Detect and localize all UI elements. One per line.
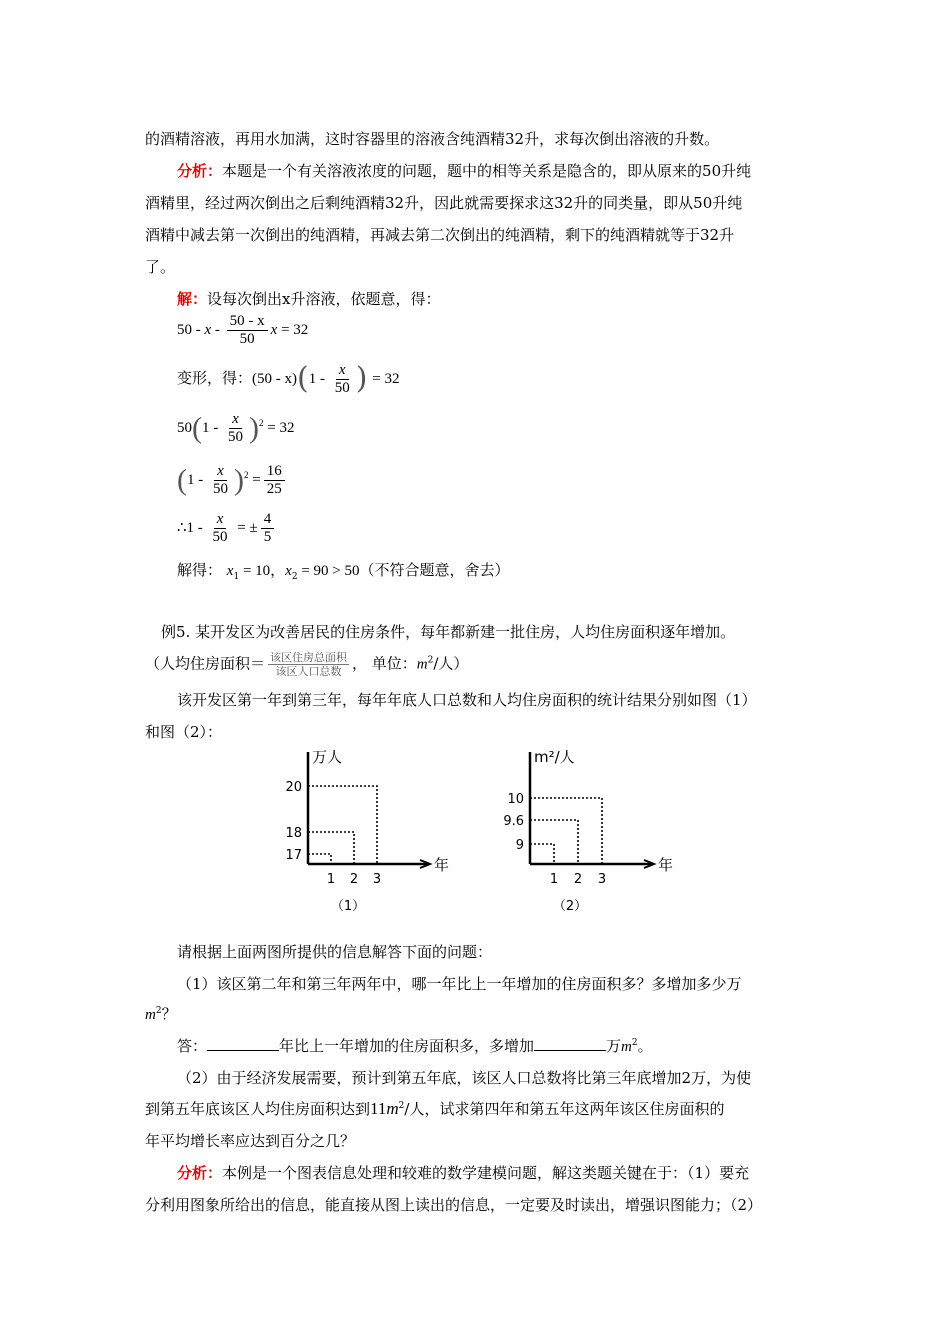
- result-line: [177, 560, 510, 581]
- q2-target-value: 11: [370, 1099, 387, 1118]
- q2-unit-m: m: [386, 1099, 399, 1118]
- eq3-term: 50: [177, 420, 192, 436]
- eq1-var-2: x: [270, 322, 278, 338]
- chart-2-y-label: m²/人: [534, 748, 575, 766]
- chart-1-y-label: 万人: [312, 748, 343, 766]
- chart-2-x-tick-label: 2: [573, 872, 583, 887]
- answer-blank-amount[interactable]: [534, 1036, 606, 1051]
- eq3-rparen: ): [249, 411, 259, 445]
- equation-4: [177, 462, 288, 498]
- chart-2-y-tick-label: 9.6: [503, 814, 524, 829]
- eq2-numerator: x: [336, 362, 349, 380]
- chart-1-title: （1）: [330, 899, 366, 914]
- chart-1-x-label: 年: [434, 856, 450, 874]
- eq5-denominator: 50: [212, 529, 228, 546]
- eq1-minus: -: [211, 322, 224, 338]
- eq2-lparen: (: [297, 361, 309, 396]
- eq1-fraction: [227, 313, 268, 348]
- chart-1-bar: [308, 854, 331, 864]
- chart-2-y-tick-label: 9: [515, 838, 524, 853]
- equation-1: [177, 312, 308, 348]
- eq3-numerator: x: [229, 411, 242, 429]
- analysis-label: 分析：: [177, 162, 223, 180]
- eq4-fraction: [210, 463, 231, 498]
- result-sub-1: 1: [233, 572, 240, 582]
- eq4-lparen: (: [177, 463, 187, 497]
- eq5-rhs-fraction: [261, 511, 275, 546]
- eq1-var: x: [204, 322, 212, 338]
- chart-2-bar: [530, 798, 602, 864]
- result-value-1: = 10，: [239, 563, 286, 579]
- eq2-fraction: [332, 362, 353, 397]
- answer-middle-text: 年比上一年增加的住房面积多，多增加: [279, 1037, 535, 1055]
- solution-text: 设每次倒出x升溶液，依题意，得：: [207, 290, 441, 308]
- chart-2-x-tick-label: 3: [597, 872, 607, 887]
- eq1-denominator: 50: [239, 331, 255, 348]
- answer-unit-exponent: 2: [631, 1038, 638, 1048]
- eq4-rhs-denominator: 25: [266, 481, 282, 498]
- question-2-line-2: [145, 1099, 724, 1119]
- ex5-definition-fraction: [268, 651, 349, 678]
- chart-1-y-tick-label: 17: [285, 848, 302, 863]
- eq3-denominator: 50: [228, 429, 243, 446]
- question-1-line-2: [145, 1004, 177, 1025]
- result-value-2: = 90 > 50: [297, 563, 360, 579]
- analysis-2-line-2: 分利用图象所给出的信息，能直接从图上读出的信息，一定要及时读出，增强识图能力；（2）: [145, 1196, 763, 1214]
- chart-2-x-label: 年: [658, 856, 674, 874]
- answer-period: 。: [637, 1037, 653, 1055]
- problem-text-line: 的酒精溶液，再用水加满，这时容器里的溶液含纯酒精32升，求每次倒出溶液的升数。: [145, 130, 720, 148]
- analysis-2-label: 分析：: [177, 1164, 223, 1182]
- result-x2: x: [285, 563, 292, 579]
- question-2-line-3: 年平均增长率应达到百分之几？: [145, 1132, 356, 1150]
- charts-figure: [0, 740, 950, 930]
- eq4-numerator: x: [214, 463, 227, 481]
- eq5-term: ∴1 -: [177, 520, 207, 536]
- eq4-rhs-numerator: 16: [264, 463, 285, 481]
- chart-1-x-tick-label: 3: [372, 872, 382, 887]
- eq4-rparen: ): [234, 463, 244, 497]
- eq1-rhs: = 32: [281, 322, 309, 338]
- eq4-exponent: 2: [244, 470, 249, 480]
- example-5-line-1: 例5. 某开发区为改善居民的住房条件，每年都新建一批住房，人均住房面积逐年增加。: [161, 623, 736, 641]
- chart-2-x-tick-label: 1: [549, 872, 559, 887]
- q1-unit-exponent: 2: [155, 1006, 162, 1016]
- question-1-line-1: （1）该区第二年和第三年两年中，哪一年比上一年增加的住房面积多？多增加多少万: [177, 975, 742, 993]
- chart-1-y-tick-label: 20: [285, 780, 302, 795]
- eq4-rhs-fraction: [264, 463, 285, 498]
- analysis-2-line-1: [177, 1163, 749, 1183]
- answer-blank-year[interactable]: [207, 1036, 279, 1051]
- eq4-denominator: 50: [213, 481, 228, 498]
- analysis-2-text: 本例是一个图表信息处理和较难的数学建模问题，解这类题关键在于：（1）要充: [222, 1164, 750, 1182]
- ex5-unit-exponent: 2: [427, 655, 434, 666]
- q1-unit-m: m: [145, 1007, 156, 1023]
- eq4-one: 1 -: [187, 472, 207, 488]
- ex5-frac-numerator: 该区住房总面积: [270, 651, 348, 664]
- eq5-numerator: x: [214, 511, 227, 529]
- eq3-exponent: 2: [259, 418, 264, 428]
- eq2-one: 1 -: [308, 371, 329, 387]
- eq3-one: 1 -: [202, 420, 222, 436]
- equation-3: [177, 410, 294, 446]
- analysis-1-line-4: 了。: [145, 258, 176, 276]
- result-x1: x: [226, 563, 234, 579]
- answer-label: 答：: [177, 1037, 208, 1055]
- statistics-line-2: 和图（2）：: [145, 723, 223, 741]
- eq3-rhs: = 32: [267, 420, 295, 436]
- eq5-equals: = ±: [237, 520, 258, 536]
- q2-prefix: 到第五年底该区人均住房面积达到: [145, 1100, 371, 1118]
- result-sub-2: 2: [291, 572, 298, 582]
- answer-line: [177, 1036, 653, 1057]
- eq2-rhs: = 32: [372, 371, 400, 387]
- ex5-suffix: /人）: [433, 654, 469, 673]
- chart-2-title: （2）: [552, 899, 588, 914]
- chart-1-x-tick-label: 1: [326, 872, 336, 887]
- eq4-equals: =: [252, 472, 261, 488]
- ex5-unit-m: m: [416, 656, 428, 673]
- eq5-rhs-denominator: 5: [263, 529, 272, 546]
- eq3-lparen: (: [192, 411, 202, 445]
- eq1-numerator: 50 - x: [227, 313, 268, 331]
- q1-question-mark: ？: [161, 1005, 177, 1023]
- eq2-term: (50 - x): [252, 371, 298, 387]
- eq2-denominator: 50: [334, 379, 350, 396]
- answer-unit-wan: 万: [606, 1037, 622, 1055]
- question-2-line-1: （2）由于经济发展需要，预计到第五年底，该区人口总数将比第三年底增加2万，为使: [177, 1069, 752, 1087]
- chart-1-x-tick-label: 2: [349, 872, 359, 887]
- q2-unit-exponent: 2: [398, 1101, 405, 1111]
- analysis-text: 本题是一个有关溶液浓度的问题，题中的相等关系是隐含的，即从原来的50升纯: [222, 162, 752, 180]
- question-intro: 请根据上面两图所提供的信息解答下面的问题：: [177, 943, 493, 961]
- eq3-fraction: [225, 411, 246, 446]
- example-5-line-2: [145, 651, 468, 678]
- statistics-line-1: 该开发区第一年到第三年，每年年底人口总数和人均住房面积的统计结果分别如图（1）: [177, 691, 757, 709]
- q2-suffix: /人，试求第四年和第五年这两年该区住房面积的: [404, 1100, 725, 1118]
- equation-2: [177, 360, 399, 397]
- chart-1-bar: [308, 786, 377, 864]
- chart-2-y-tick-label: 10: [507, 792, 524, 807]
- analysis-1-line-3: 酒精中减去第一次倒出的纯酒精，再减去第二次倒出的纯酒精，剩下的纯酒精就等于32升: [145, 226, 735, 244]
- result-label: 解得：: [177, 561, 223, 579]
- analysis-1-line-2: 酒精里，经过两次倒出之后剩纯酒精32升，因此就需要探求这32升的同类量，即从50升纯: [145, 194, 743, 212]
- result-note: （不符合题意，舍去）: [359, 561, 510, 579]
- eq5-rhs-numerator: 4: [261, 511, 275, 529]
- ex5-unit-label: ， 单位：: [352, 654, 417, 673]
- chart-1-y-tick-label: 18: [285, 826, 302, 841]
- transform-label: 变形，得：: [177, 369, 253, 387]
- answer-unit-m: m: [621, 1039, 632, 1055]
- analysis-1-line-1: [177, 161, 751, 181]
- solution-label: 解：: [177, 290, 208, 308]
- eq5-fraction: [210, 511, 231, 546]
- eq2-rparen: ): [355, 361, 368, 396]
- equation-5: [177, 510, 277, 546]
- ex5-prefix: （人均住房面积＝: [145, 654, 266, 673]
- solution-intro: [177, 289, 440, 309]
- chart-2-bar: [530, 844, 554, 864]
- eq1-term: 50 -: [177, 322, 205, 338]
- ex5-frac-denominator: 该区人口总数: [275, 665, 342, 678]
